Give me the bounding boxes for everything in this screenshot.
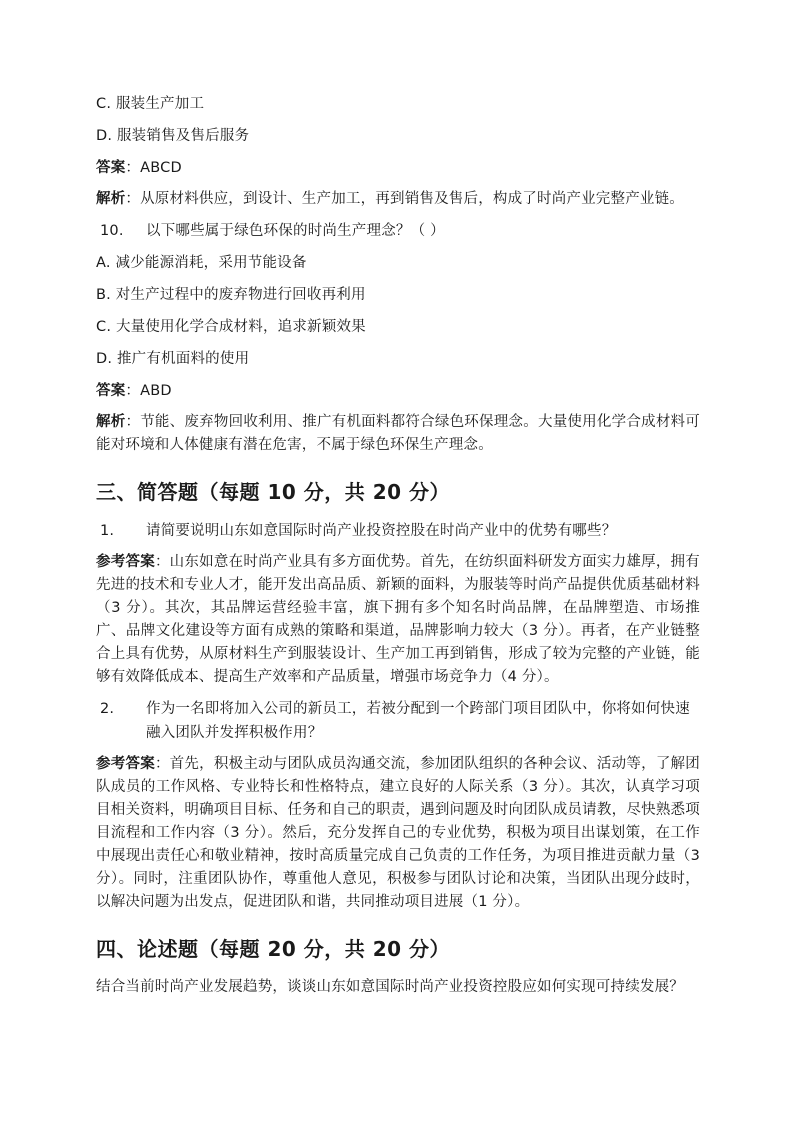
q10-question <box>96 219 700 243</box>
question-text: 以下哪些属于绿色环保的时尚生产理念？（ ） <box>146 223 445 239</box>
question-text: 请简要说明山东如意国际时尚产业投资控股在时尚产业中的优势有哪些？ <box>146 523 617 539</box>
answer-separator: ： <box>154 554 170 570</box>
section-3-heading: 三、简答题（每题 10 分，共 20 分） <box>96 480 451 504</box>
analysis-text: 节能、废弃物回收利用、推广有机面料都符合绿色环保理念。大量使用化学合成材料可能对环境和人体健康有潜在危害，不属于绿色环保生产理念。 <box>96 414 700 453</box>
s4-question: 结合当前时尚产业发展趋势，谈谈山东如意国际时尚产业投资控股应如何实现可持续发展？ <box>96 979 684 995</box>
q10-option-b: B. 对生产过程中的废弃物进行回收再利用 <box>96 287 366 303</box>
s3-q2-question <box>96 697 700 745</box>
q9-option-d: D. 服装销售及售后服务 <box>96 128 250 144</box>
document-page <box>96 92 700 1007</box>
q9-option-c: C. 服装生产加工 <box>96 96 205 112</box>
q10-analysis <box>96 411 700 457</box>
s3-q2-answer <box>96 753 700 914</box>
q10-option-d: D. 推广有机面料的使用 <box>96 351 250 367</box>
question-number: 10. <box>100 223 124 239</box>
question-text: 作为一名即将加入公司的新员工，若被分配到一个跨部门项目团队中，你将如何快速融入团队并发挥积极作用？ <box>146 701 690 741</box>
s3-q1-answer <box>96 551 700 689</box>
answer-separator: ： <box>154 756 170 772</box>
analysis-label: 解析 <box>96 191 126 207</box>
answer-separator: ： <box>125 160 141 176</box>
answer-label: 答案 <box>96 383 126 399</box>
analysis-text: 从原材料供应，到设计、生产加工，再到销售及售后，构成了时尚产业完整产业链。 <box>140 191 685 207</box>
question-number: 2. <box>100 701 115 717</box>
reference-answer-text: 首先，积极主动与团队成员沟通交流，参加团队组织的各种会议、活动等，了解团队成员的工作风格、专业特长和性格特点，建立良好的人际关系（3 分）。其次，认真学习项目相关资料，明确项目目标、任务和自己的职责，遇到问题及时向团队成员请教，尽快熟悉项目流程和工作内容（3 分）。然后，充分发挥自己的专业优势，积极为项目出谋划策，在工作中展现出责任心和敬业精神，按时高质量完成自己负责的工作任务，为项目推进贡献力量（3 分）。同时，注重团队协作，尊重他人意见，积极参与团队讨论和决策，当团队出现分歧时，以解决问题为出发点，促进团队和谐，共同推动项目进展（1 分）。 <box>96 756 700 910</box>
q9-answer <box>96 156 700 180</box>
answer-value: ABCD <box>140 160 182 176</box>
answer-separator: ： <box>125 383 141 399</box>
reference-answer-label: 参考答案 <box>96 554 155 570</box>
answer-label: 答案 <box>96 160 126 176</box>
answer-value: ABD <box>140 383 172 399</box>
q9-analysis <box>96 188 700 211</box>
analysis-separator: ： <box>125 191 141 207</box>
q10-answer <box>96 379 700 403</box>
reference-answer-text: 山东如意在时尚产业具有多方面优势。首先，在纺织面料研发方面实力雄厚，拥有先进的技术和专业人才，能开发出高品质、新颖的面料，为服装等时尚产品提供优质基础材料（3 分）。其次，其品牌运营经验丰富，旗下拥有多个知名时尚品牌，在品牌塑造、市场推广、品牌文化建设等方面有成熟的策略和渠道，品牌影响力较大（3 分）。再者，在产业链整合上具有优势，从原材料生产到服装设计、生产加工再到销售，形成了较为完整的产业链，能够有效降低成本、提高生产效率和产品质量，增强市场竞争力（4 分）。 <box>96 554 700 685</box>
section-4-heading: 四、论述题（每题 20 分，共 20 分） <box>96 937 451 961</box>
q10-option-c: C. 大量使用化学合成材料，追求新颖效果 <box>96 319 366 335</box>
analysis-label: 解析 <box>96 414 126 430</box>
q10-option-a: A. 减少能源消耗，采用节能设备 <box>96 255 307 271</box>
analysis-separator: ： <box>125 414 141 430</box>
reference-answer-label: 参考答案 <box>96 756 155 772</box>
s3-q1-question <box>96 519 700 543</box>
question-number: 1. <box>100 523 115 539</box>
